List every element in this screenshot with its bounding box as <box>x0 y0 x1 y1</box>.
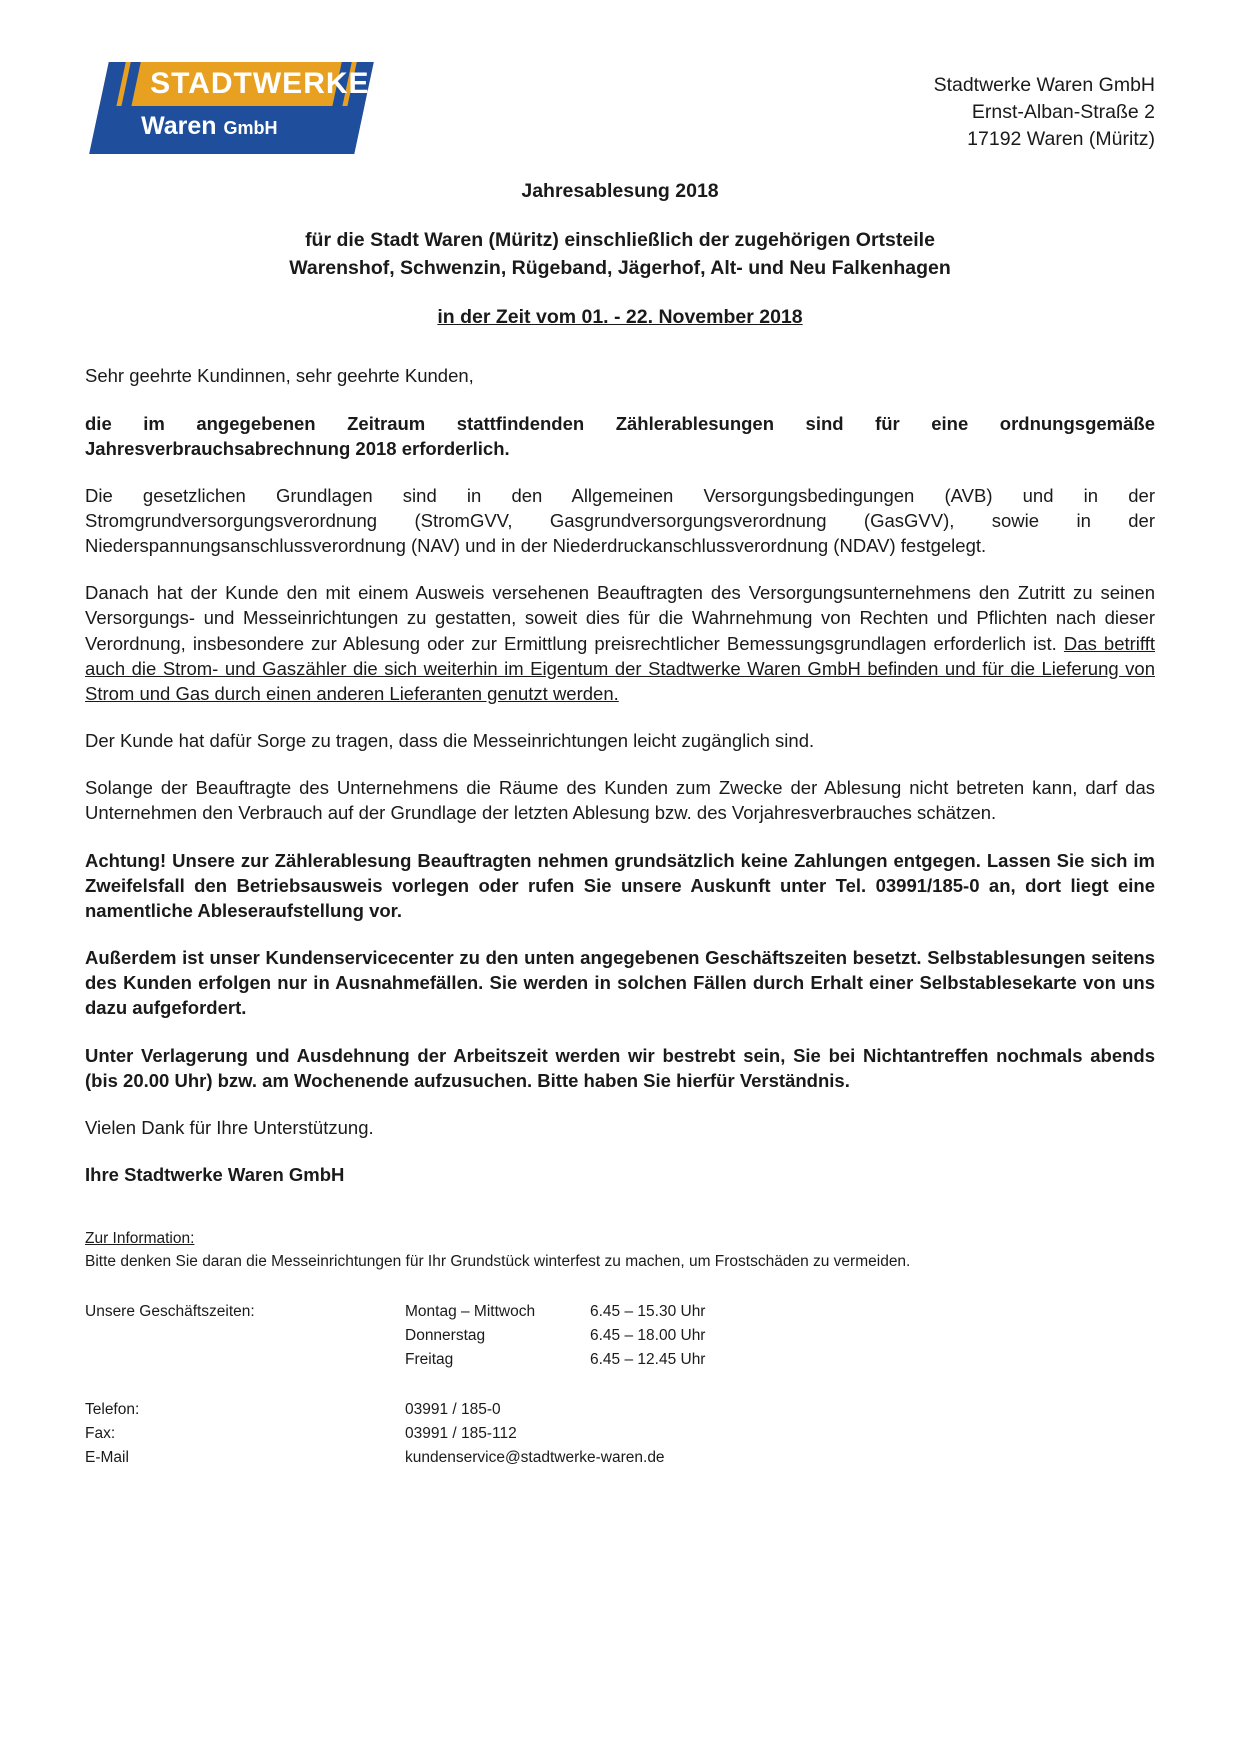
business-hours-day-0: Montag – Mittwoch <box>405 1302 536 1320</box>
contact-section <box>85 1398 1155 1470</box>
business-hours-time-1: 6.45 – 18.00 Uhr <box>590 1326 706 1344</box>
paragraph-estimation: Solange der Beauftragte des Unternehmens die Räume des Kunden zum Zwecke der Ablesung nicht betreten kann, darf das Unternehmen den Verbrauch auf der Grundlage der letzten Ablesung bzw. des Vorjahresverbrauches schätzen. <box>85 777 1155 824</box>
paragraph-accessibility: Der Kunde hat dafür Sorge zu tragen, dass die Messeinrichtungen leicht zugänglich sind. <box>85 730 815 752</box>
logo-text-waren <box>141 112 277 141</box>
business-hours-time-2: 6.45 – 12.45 Uhr <box>590 1350 706 1368</box>
paragraph-access-rights-text: Danach hat der Kunde den mit einem Ausweis versehenen Beauftragten des Versorgungsunternehmens den Zutritt zu seinen Versorgungs- und Messeinrichtungen zu gestatten, soweit dies für die Wahrnehmung von Rechten und Pflichten nach dieser Verordnung, insbesondere zur Ablesung oder zur Ermittlung preisrechtlicher Bemessungsgrundlagen erforderlich ist. <box>85 582 1155 654</box>
subtitle <box>85 227 1155 282</box>
business-hours-row <box>85 1300 1155 1324</box>
period-heading: in der Zeit vom 01. - 22. November 2018 <box>437 306 803 329</box>
paragraph-access-rights-emphasis: Das betrifft auch die Strom- und Gaszähler die sich weiterhin im Eigentum der Stadtwerke Waren GmbH befinden und für die Lieferung von Strom und Gas durch einen anderen Lieferanten genutzt werden. <box>85 632 1155 704</box>
sender-address <box>934 62 1155 153</box>
contact-row <box>85 1446 1155 1470</box>
paragraph-warning: Achtung! Unsere zur Zählerablesung Beauftragten nehmen grundsätzlich keine Zahlungen entgegen. Lassen Sie sich im Zweifelsfall den Betriebsausweis vorlegen oder rufen Sie unsere Auskunft unter Tel. 03991/185-0 an, dort liegt eine namentliche Ableseraufstellung vor. <box>85 849 1155 921</box>
contact-row <box>85 1422 1155 1446</box>
sender-line-1: Stadtwerke Waren GmbH <box>933 74 1155 96</box>
sender-line-3: 17192 Waren (Müritz) <box>967 127 1155 150</box>
business-hours-time-0: 6.45 – 15.30 Uhr <box>590 1302 706 1320</box>
contact-label-phone: Telefon: <box>85 1400 140 1418</box>
subtitle-line-2: Warenshof, Schwenzin, Rügeband, Jägerhof, Alt- und Neu Falkenhagen <box>289 256 951 279</box>
paragraph-service-center: Außerdem ist unser Kundenservicecenter zu den unten angegebenen Geschäftszeiten besetzt. Selbstablesungen seitens des Kunden erfolgen nur in Ausnahmefällen. Sie werden in solchen Fällen durch Erhalt einer Selbstablesekarte von uns dazu aufgefordert. <box>85 947 1155 1019</box>
business-hours-label: Unsere Geschäftszeiten: <box>85 1302 255 1320</box>
paragraph-intro: die im angegebenen Zeitraum stattfindenden Zählerablesungen sind für eine ordnungsgemäße Jahresverbrauchsabrechnung 2018 erforderlich. <box>85 412 1155 459</box>
information-section <box>85 1227 1155 1274</box>
contact-label-fax: Fax: <box>85 1424 116 1442</box>
business-hours-row <box>85 1348 1155 1372</box>
business-hours-row <box>85 1324 1155 1348</box>
paragraph-extended-hours: Unter Verlagerung und Ausdehnung der Arbeitszeit werden wir bestrebt sein, Sie bei Nichtantreffen nochmals abends (bis 20.00 Uhr) bzw. am Wochenende aufzusuchen. Bitte haben Sie hierfür Verständnis. <box>85 1044 1155 1091</box>
paragraph-thanks: Vielen Dank für Ihre Unterstützung. <box>85 1116 374 1138</box>
business-hours-spacer-1 <box>85 1324 405 1348</box>
business-hours-spacer-2 <box>85 1348 405 1372</box>
logo-text-waren-word: Waren <box>141 112 217 140</box>
business-hours-day-1: Donnerstag <box>405 1326 486 1344</box>
contact-row <box>85 1398 1155 1422</box>
business-hours-section <box>85 1300 1155 1372</box>
contact-value-phone: 03991 / 185-0 <box>405 1400 501 1418</box>
signature: Ihre Stadtwerke Waren GmbH <box>85 1163 345 1185</box>
paragraph-legal-basis: Die gesetzlichen Grundlagen sind in den Allgemeinen Versorgungsbedingungen (AVB) und in der Stromgrundversorgungsverordnung (StromGVV, Gasgrundversorgungsverordnung (GasGVV), sowie in der Niederspannungsanschlussverordnung (NAV) und in der Niederdruckanschlussverordnung (NDAV) festgelegt. <box>85 484 1155 557</box>
information-heading: Zur Information: <box>85 1230 195 1248</box>
logo-text-stadtwerke: STADTWERKE <box>150 67 370 100</box>
paragraph-access-rights <box>85 580 1155 706</box>
stadtwerke-waren-logo <box>89 62 374 154</box>
page-title: Jahresablesung 2018 <box>521 180 719 202</box>
title-block <box>85 180 1155 329</box>
contact-label-email: E-Mail <box>85 1448 129 1466</box>
document-body <box>85 363 1155 1187</box>
subtitle-line-1: für die Stadt Waren (Müritz) einschließlich der zugehörigen Ortsteile <box>305 229 935 251</box>
contact-value-email[interactable]: kundenservice@stadtwerke-waren.de <box>405 1448 665 1466</box>
sender-line-2: Ernst-Alban-Straße 2 <box>971 100 1155 123</box>
contact-value-fax: 03991 / 185-112 <box>405 1424 517 1442</box>
salutation: Sehr geehrte Kundinnen, sehr geehrte Kunden, <box>85 365 474 387</box>
logo-text-gmbh: GmbH <box>223 118 278 138</box>
information-text: Bitte denken Sie daran die Messeinrichtungen für Ihr Grundstück winterfest zu machen, um Frostschäden zu vermeiden. <box>85 1253 911 1271</box>
business-hours-day-2: Freitag <box>405 1350 454 1368</box>
document-header <box>85 62 1155 154</box>
